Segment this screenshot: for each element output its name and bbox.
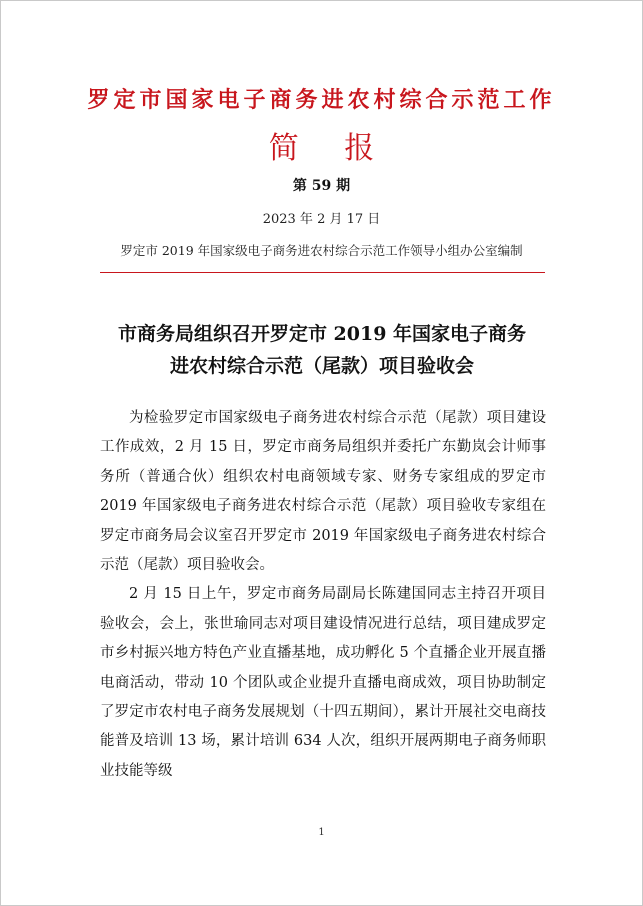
editor-line: 罗定市 2019 年国家级电子商务进农村综合示范工作领导小组办公室编制 — [120, 243, 523, 258]
bulletin-title: 简 报 — [268, 131, 393, 166]
article-title-line2: 进农村综合示范（尾款）项目验收会 — [169, 355, 474, 377]
org-title: 罗定市国家电子商务进农村综合示范工作 — [87, 88, 556, 113]
article-title — [86, 318, 558, 382]
header-divider — [100, 272, 545, 273]
paragraph-2: 2 月 15 日上午，罗定市商务局副局长陈建国同志主持召开项目验收会，会上，张世瑜同志对项目建设情况进行总结，项目建成罗定市乡村振兴地方特色产业直播基地，成功孵化 5 个直播企业开展直播电商活动，带动 10 个团队或企业提升直播电商成效，项目协助制定了罗定市农村电子商务发展规划（十四五期间），累计开展社交电商技能普及培训 13 场，累计培训 634 人次，组织开展两期电子商务师职业技能等级 — [100, 586, 546, 779]
issue-number: 第 59 期 — [292, 178, 351, 194]
article-body — [100, 404, 546, 786]
article-title-line1: 市商务局组织召开罗定市 2019 年国家电子商务 — [117, 323, 527, 345]
paragraph-1: 为检验罗定市国家级电子商务进农村综合示范（尾款）项目建设工作成效，2 月 15 日，罗定市商务局组织并委托广东勤岚会计师事务所（普通合伙）组织农村电商领域专家、财务专家组成的罗定市 2019 年国家级电子商务进农村综合示范（尾款）项目验收专家组在罗定市商务局会议室召开罗定市 2019 年国家级电子商务进农村综合示范（尾款）项目验收会。 — [100, 410, 546, 574]
issue-date: 2023 年 2 月 17 日 — [262, 212, 381, 227]
page-number: 1 — [318, 827, 325, 838]
